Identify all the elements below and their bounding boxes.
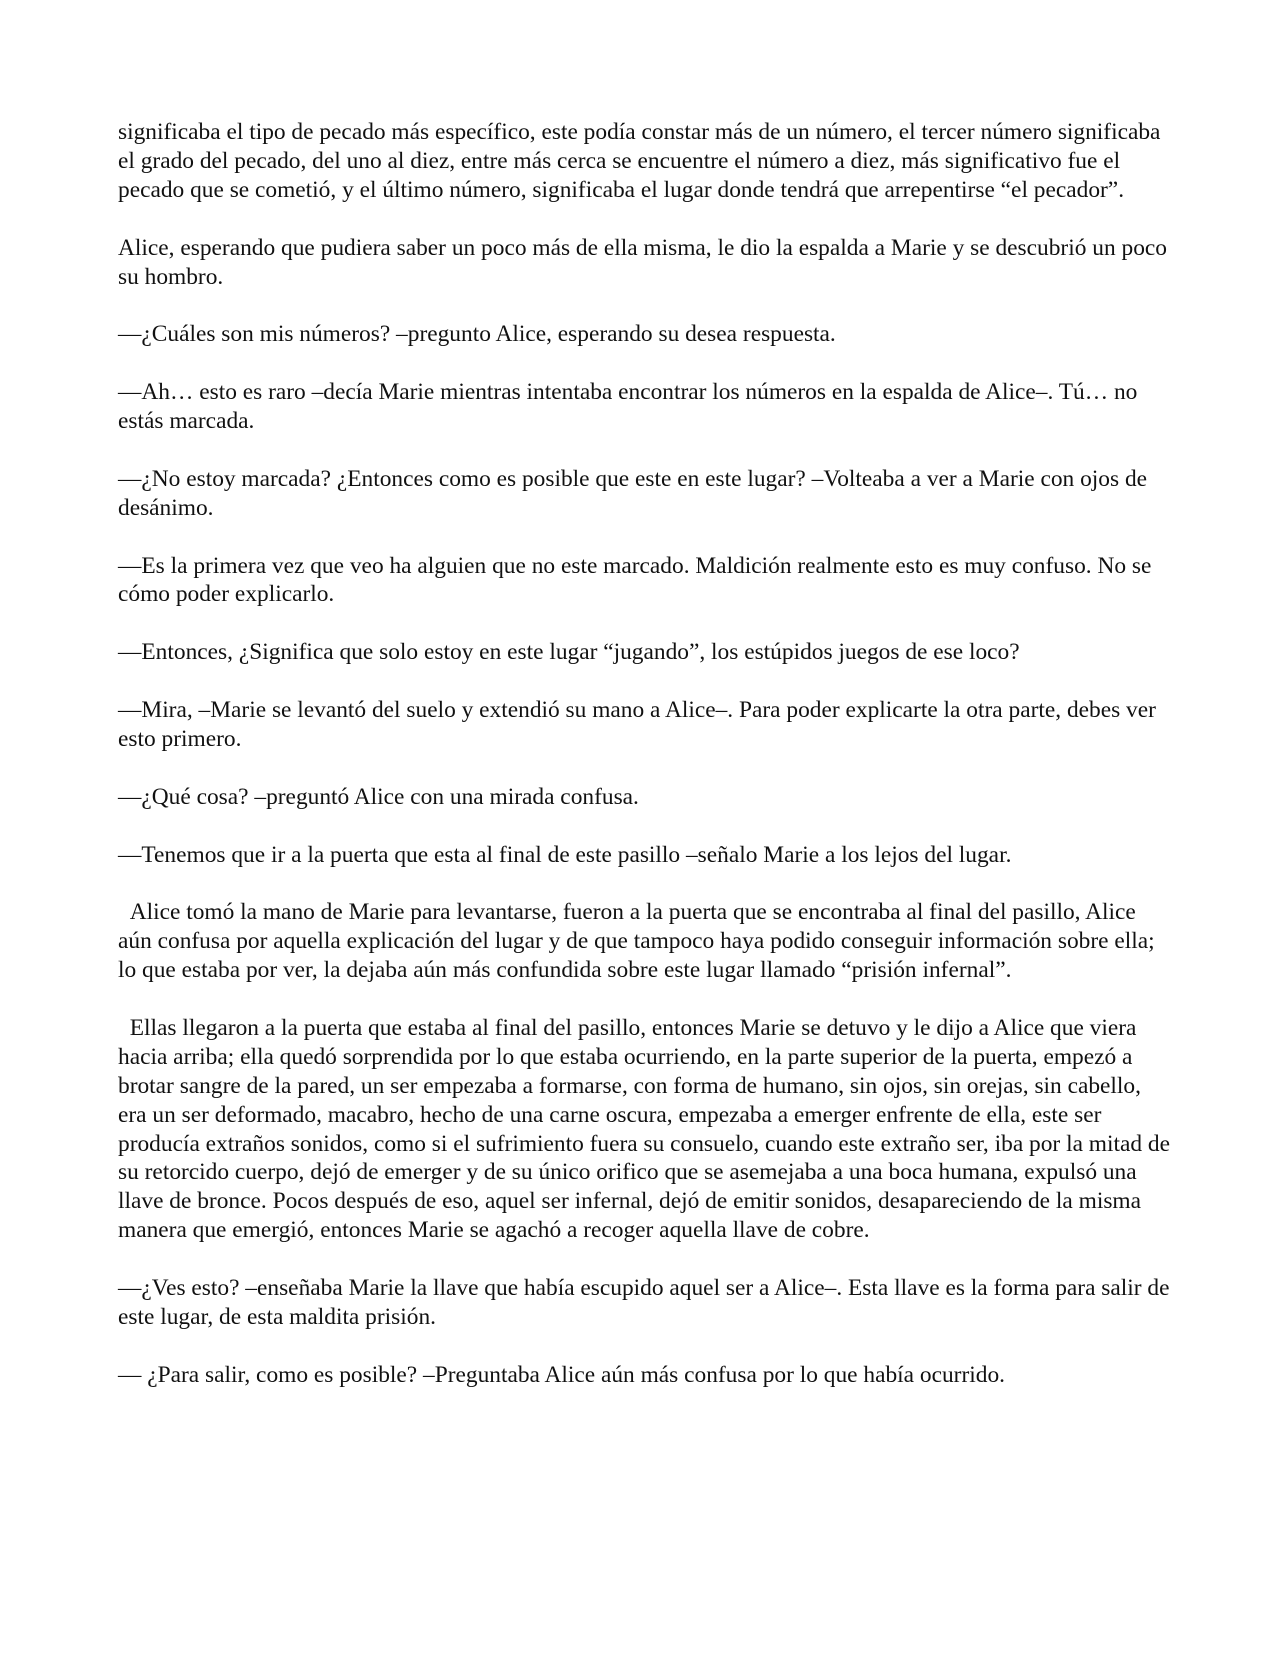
paragraph-9: —¿Qué cosa? –preguntó Alice con una mirada confusa.	[118, 783, 639, 810]
document-page	[118, 118, 1176, 1419]
paragraph-8: —Mira, –Marie se levantó del suelo y extendió su mano a Alice–. Para poder explicarte la otra parte, debes ver esto primero.	[118, 697, 1162, 752]
paragraph-11: Alice tomó la mano de Marie para levantarse, fueron a la puerta que se encontraba al final del pasillo, Alice aún confusa por aquella explicación del lugar y de que tampoco haya podido conseguir información sobre ella; lo que estaba por ver, la dejaba aún más confundida sobre este lugar llamado “prisión infernal”.	[118, 899, 1161, 984]
paragraph-1: significaba el tipo de pecado más específico, este podía constar más de un número, el tercer número significaba el grado del pecado, del uno al diez, entre más cerca se encuentre el número a diez, más significativo fue el pecado que se cometió, y el último número, significaba el lugar donde tendrá que arrepentirse “el pecador”.	[118, 119, 1167, 203]
paragraph-14: — ¿Para salir, como es posible? –Preguntaba Alice aún más confusa por lo que había ocurrido.	[118, 1361, 1005, 1388]
paragraph-5: —¿No estoy marcada? ¿Entonces como es posible que este en este lugar? –Volteaba a ver a Marie con ojos de desánimo.	[118, 465, 1153, 521]
paragraph-3: —¿Cuáles son mis números? –pregunto Alice, esperando su desea respuesta.	[118, 321, 836, 348]
paragraph-13: —¿Ves esto? –enseñaba Marie la llave que había escupido aquel ser a Alice–. Esta llave es la forma para salir de este lugar, de esta maldita prisión.	[118, 1275, 1176, 1330]
paragraph-4: —Ah… esto es raro –decía Marie mientras intentaba encontrar los números en la espalda de Alice–. Tú… no estás marcada.	[118, 379, 1144, 435]
paragraph-10: —Tenemos que ir a la puerta que esta al final de este pasillo –señalo Marie a los lejos del lugar.	[118, 841, 1012, 868]
paragraph-2: Alice, esperando que pudiera saber un poco más de ella misma, le dio la espalda a Marie y se descubrió un poco su hombro.	[118, 234, 1173, 290]
paragraph-12: Ellas llegaron a la puerta que estaba al final del pasillo, entonces Marie se detuvo y le dijo a Alice que viera hacia arriba; ella quedó sorprendida por lo que estaba ocurriendo, en la parte superior de la puerta, empezó a brotar sangre de la pared, un ser empezaba a formarse, con forma de humano, sin ojos, sin orejas, sin cabello, era un ser deformado, macabro, hecho de una carne oscura, empezaba a emerger enfrente de ella, este ser producía extraños sonidos, como si el sufrimiento fuera su consuelo, cuando este extraño ser, iba por la mitad de su retorcido cuerpo, dejó de emerger y de su único orifico que se asemejaba a una boca humana, expulsó una llave de bronce. Pocos después de eso, aquel ser infernal, dejó de emitir sonidos, desapareciendo de la misma manera que emergió, entonces Marie se agachó a recoger aquella llave de cobre.	[118, 1014, 1176, 1244]
paragraph-7: —Entonces, ¿Significa que solo estoy en este lugar “jugando”, los estúpidos juegos de ese loco?	[118, 639, 1020, 666]
paragraph-6: —Es la primera vez que veo ha alguien que no este marcado. Maldición realmente esto es muy confuso. No se cómo poder explicarlo.	[118, 552, 1158, 608]
